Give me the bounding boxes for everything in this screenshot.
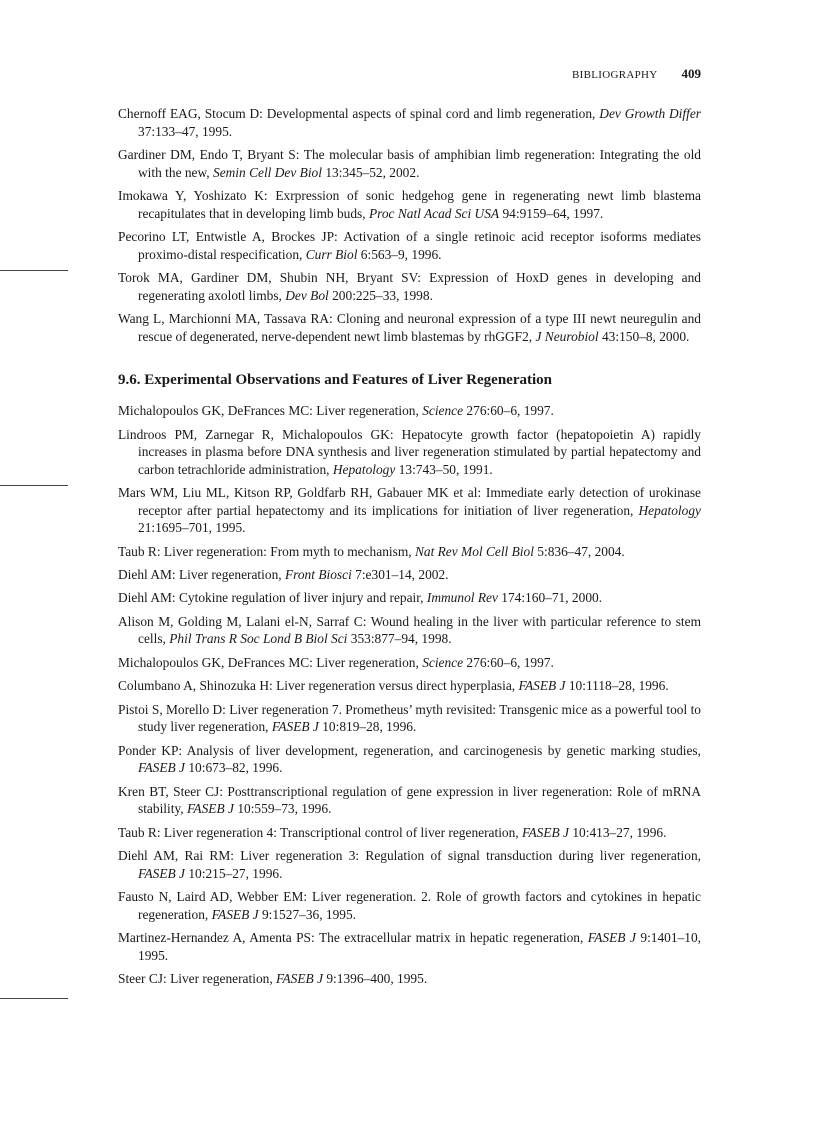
reference-journal: Hepatology xyxy=(332,461,396,477)
reference-citation: 5:836–47, 2004. xyxy=(533,543,625,559)
reference-authors-title: Diehl AM, Rai RM: Liver regeneration 3: Regulation of signal transduction during liver regeneration, xyxy=(118,847,701,863)
reference-journal: Phil Trans R Soc Lond B Biol Sci xyxy=(169,631,348,647)
reference-citation: 200:225–33, 1998. xyxy=(328,287,433,303)
reference-journal: FASEB J xyxy=(271,719,319,735)
reference-journal: FASEB J xyxy=(276,970,324,986)
reference-journal: Nat Rev Mol Cell Biol xyxy=(414,543,534,559)
reference-journal: Hepatology xyxy=(638,502,701,518)
reference-entry xyxy=(118,847,701,882)
reference-authors-title: Diehl AM: Cytokine regulation of liver injury and repair, xyxy=(118,590,427,606)
reference-list-liver xyxy=(118,402,701,987)
reference-citation: 13:743–50, 1991. xyxy=(395,461,493,477)
running-header xyxy=(118,66,701,82)
reference-entry xyxy=(118,589,701,607)
reference-entry xyxy=(118,566,701,584)
margin-rule xyxy=(0,485,68,486)
reference-authors-title: Martinez-Hernandez A, Amenta PS: The extracellular matrix in hepatic regeneration, xyxy=(118,929,588,945)
page-number: 409 xyxy=(681,66,701,81)
reference-citation: 174:160–71, 2000. xyxy=(497,590,603,606)
reference-citation: 13:345–52, 2002. xyxy=(321,164,420,180)
reference-entry xyxy=(118,613,701,648)
reference-authors-title: Fausto N, Laird AD, Webber EM: Liver regeneration. 2. Role of growth factors and cytokines in hepatic regeneration, xyxy=(118,888,701,922)
reference-citation: 6:563–9, 1996. xyxy=(357,246,442,262)
reference-entry xyxy=(118,888,701,923)
reference-list-top xyxy=(118,105,701,345)
reference-entry xyxy=(118,228,701,263)
reference-citation: 37:133–47, 1995. xyxy=(138,123,233,139)
reference-journal: FASEB J xyxy=(211,906,259,922)
reference-entry xyxy=(118,105,701,140)
reference-entry xyxy=(118,426,701,479)
reference-citation: 276:60–6, 1997. xyxy=(463,654,554,670)
reference-authors-title: Columbano A, Shinozuka H: Liver regeneration versus direct hyperplasia, xyxy=(118,678,519,694)
reference-entry xyxy=(118,929,701,964)
reference-entry xyxy=(118,742,701,777)
reference-authors-title: Torok MA, Gardiner DM, Shubin NH, Bryant SV: Expression of HoxD genes in developing and regenerating axolotl limbs, xyxy=(118,269,701,303)
bibliography-content xyxy=(118,105,701,993)
running-title: BIBLIOGRAPHY xyxy=(572,69,658,81)
reference-authors-title: Steer CJ: Liver regeneration, xyxy=(118,970,277,986)
reference-journal: FASEB J xyxy=(518,678,566,694)
reference-citation: 21:1695–701, 1995. xyxy=(138,520,246,536)
reference-citation: 7:e301–14, 2002. xyxy=(351,567,449,583)
reference-authors-title: Taub R: Liver regeneration: From myth to mechanism, xyxy=(118,543,415,559)
reference-authors-title: Pecorino LT, Entwistle A, Brockes JP: Activation of a single retinoic acid receptor isoforms mediates proximo-distal respecification, xyxy=(118,228,701,262)
reference-authors-title: Taub R: Liver regeneration 4: Transcriptional control of liver regeneration, xyxy=(118,824,523,840)
reference-authors-title: Wang L, Marchionni MA, Tassava RA: Cloning and neuronal expression of a type III newt neuregulin and rescue of degenerated, nerve-dependent newt limb blastemas by rhGGF2, xyxy=(118,310,701,344)
reference-authors-title: Gardiner DM, Endo T, Bryant S: The molecular basis of amphibian limb regeneration: Integrating the old with the new, xyxy=(118,146,701,180)
section-heading: 9.6. Experimental Observations and Features of Liver Regeneration xyxy=(118,372,552,389)
reference-authors-title: Pistoi S, Morello D: Liver regeneration 7. Prometheus’ myth revisited: Transgenic mice as a powerful tool to study liver regeneration, xyxy=(118,701,701,735)
reference-citation: 10:559–73, 1996. xyxy=(233,801,332,817)
reference-entry xyxy=(118,824,701,842)
reference-citation: 9:1396–400, 1995. xyxy=(323,970,428,986)
reference-citation: 10:215–27, 1996. xyxy=(184,865,283,881)
reference-citation: 353:877–94, 1998. xyxy=(347,631,452,647)
reference-entry xyxy=(118,543,701,561)
reference-journal: Science xyxy=(422,403,464,419)
reference-entry xyxy=(118,701,701,736)
reference-citation: 10:413–27, 1996. xyxy=(569,824,667,840)
reference-journal: Proc Natl Acad Sci USA xyxy=(368,205,500,221)
reference-entry xyxy=(118,970,701,988)
reference-journal: Curr Biol xyxy=(305,246,358,262)
reference-citation: 43:150–8, 2000. xyxy=(598,328,690,344)
reference-journal: J Neurobiol xyxy=(535,328,599,344)
reference-authors-title: Diehl AM: Liver regeneration, xyxy=(118,567,285,583)
reference-entry xyxy=(118,187,701,222)
reference-authors-title: Lindroos PM, Zarnegar R, Michalopoulos GK: Hepatocyte growth factor (hepatopoietin A) rapidly increases in plasma before DNA synthesis and liver regeneration stimulated by partial hepatectomy and carbon tetrachloride administration, xyxy=(118,426,701,477)
reference-entry xyxy=(118,269,701,304)
margin-rule xyxy=(0,270,68,271)
reference-entry xyxy=(118,677,701,695)
reference-citation: 276:60–6, 1997. xyxy=(463,403,554,419)
reference-entry xyxy=(118,310,701,345)
reference-citation: 10:819–28, 1996. xyxy=(318,719,417,735)
reference-citation: 9:1527–36, 1995. xyxy=(258,906,357,922)
reference-journal: Immunol Rev xyxy=(426,590,498,606)
reference-authors-title: Michalopoulos GK, DeFrances MC: Liver regeneration, xyxy=(118,654,423,670)
reference-entry xyxy=(118,146,701,181)
reference-journal: FASEB J xyxy=(587,929,636,945)
reference-authors-title: Michalopoulos GK, DeFrances MC: Liver regeneration, xyxy=(118,403,423,419)
reference-entry xyxy=(118,402,701,420)
reference-authors-title: Kren BT, Steer CJ: Posttranscriptional regulation of gene expression in liver regeneration: Role of mRNA stability, xyxy=(118,783,701,817)
reference-journal: FASEB J xyxy=(138,760,185,776)
reference-entry xyxy=(118,484,701,537)
reference-authors-title: Alison M, Golding M, Lalani el-N, Sarraf C: Wound healing in the liver with particular reference to stem cells, xyxy=(118,613,701,647)
reference-journal: Front Biosci xyxy=(284,567,352,583)
reference-entry xyxy=(118,783,701,818)
reference-journal: Science xyxy=(422,654,464,670)
reference-authors-title: Mars WM, Liu ML, Kitson RP, Goldfarb RH, Gabauer MK et al: Immediate early detection of urokinase receptor after partial hepatectomy and its implications for initiation of liver regeneration, xyxy=(118,485,701,518)
reference-authors-title: Ponder KP: Analysis of liver development, regeneration, and carcinogenesis by genetic marking studies, xyxy=(118,742,701,758)
reference-citation: 94:9159–64, 1997. xyxy=(499,205,604,221)
margin-rule xyxy=(0,998,68,999)
reference-citation: 10:673–82, 1996. xyxy=(184,760,283,776)
reference-authors-title: Imokawa Y, Yoshizato K: Exrpression of sonic hedgehog gene in regenerating newt limb blastema recapitulates that in developing limb buds, xyxy=(118,187,701,221)
reference-journal: Semin Cell Dev Biol xyxy=(213,164,322,180)
reference-entry xyxy=(118,654,701,672)
reference-journal: Dev Bol xyxy=(285,287,329,303)
reference-citation: 9:1401–10, 1995. xyxy=(138,929,702,963)
reference-authors-title: Chernoff EAG, Stocum D: Developmental aspects of spinal cord and limb regeneration, xyxy=(118,106,600,121)
reference-journal: FASEB J xyxy=(186,801,234,817)
reference-journal: FASEB J xyxy=(522,824,569,840)
reference-citation: 10:1118–28, 1996. xyxy=(565,678,669,694)
reference-journal: Dev Growth Differ xyxy=(599,106,701,121)
reference-journal: FASEB J xyxy=(138,865,185,881)
